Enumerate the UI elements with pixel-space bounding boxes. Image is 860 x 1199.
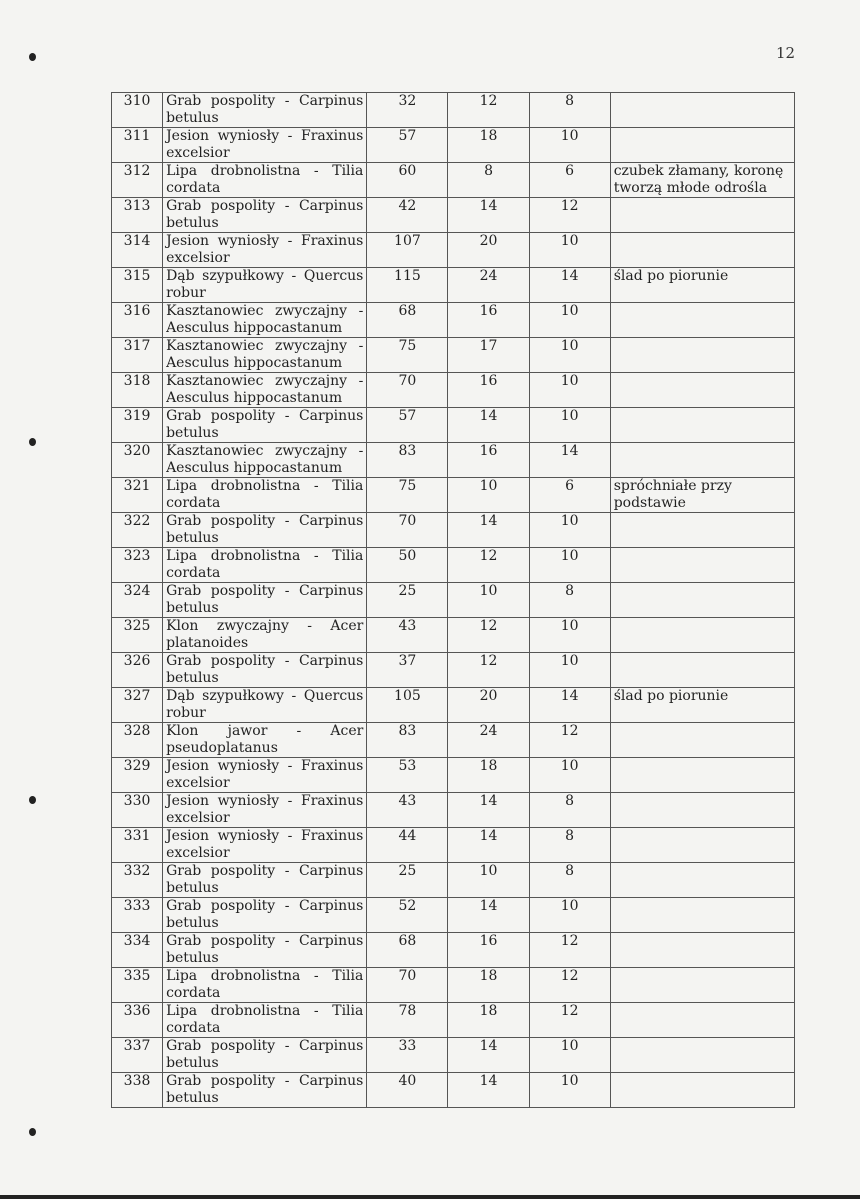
tree-number-cell: 338 xyxy=(112,1073,163,1108)
height-cell: 20 xyxy=(448,688,529,723)
tree-number-cell: 326 xyxy=(112,653,163,688)
tree-number-cell: 335 xyxy=(112,968,163,1003)
remarks-cell xyxy=(610,408,794,443)
remarks-cell xyxy=(610,233,794,268)
species-name-cell: Kasztanowiec zwyczajny - Aesculus hippocastanum xyxy=(163,443,367,478)
species-name-cell: Jesion wyniosły - Fraxinus excelsior xyxy=(163,233,367,268)
table-row xyxy=(112,163,795,198)
remarks-cell xyxy=(610,933,794,968)
tree-number-cell: 330 xyxy=(112,793,163,828)
crown-width-cell: 10 xyxy=(529,758,610,793)
trunk-circumference-cell: 53 xyxy=(367,758,448,793)
height-cell: 10 xyxy=(448,583,529,618)
crown-width-cell: 14 xyxy=(529,268,610,303)
table-body xyxy=(112,93,795,1108)
height-cell: 20 xyxy=(448,233,529,268)
crown-width-cell: 10 xyxy=(529,233,610,268)
trunk-circumference-cell: 107 xyxy=(367,233,448,268)
remarks-cell xyxy=(610,828,794,863)
tree-number-cell: 331 xyxy=(112,828,163,863)
table-row xyxy=(112,583,795,618)
table-row xyxy=(112,968,795,1003)
remarks-cell xyxy=(610,1038,794,1073)
height-cell: 14 xyxy=(448,198,529,233)
trunk-circumference-cell: 70 xyxy=(367,968,448,1003)
species-name-cell: Grab pospolity - Carpinus betulus xyxy=(163,1073,367,1108)
crown-width-cell: 8 xyxy=(529,583,610,618)
table-row xyxy=(112,758,795,793)
table-row xyxy=(112,688,795,723)
height-cell: 16 xyxy=(448,303,529,338)
trunk-circumference-cell: 68 xyxy=(367,933,448,968)
species-name-cell: Grab pospolity - Carpinus betulus xyxy=(163,863,367,898)
remarks-cell xyxy=(610,863,794,898)
table-row xyxy=(112,268,795,303)
remarks-cell xyxy=(610,1073,794,1108)
crown-width-cell: 10 xyxy=(529,303,610,338)
remarks-cell xyxy=(610,653,794,688)
tree-number-cell: 324 xyxy=(112,583,163,618)
trunk-circumference-cell: 42 xyxy=(367,198,448,233)
trunk-circumference-cell: 52 xyxy=(367,898,448,933)
remarks-cell xyxy=(610,793,794,828)
crown-width-cell: 12 xyxy=(529,968,610,1003)
tree-number-cell: 333 xyxy=(112,898,163,933)
remarks-cell xyxy=(610,128,794,163)
species-name-cell: Kasztanowiec zwyczajny - Aesculus hippocastanum xyxy=(163,373,367,408)
height-cell: 16 xyxy=(448,373,529,408)
crown-width-cell: 10 xyxy=(529,653,610,688)
height-cell: 18 xyxy=(448,968,529,1003)
trunk-circumference-cell: 115 xyxy=(367,268,448,303)
remarks-cell xyxy=(610,618,794,653)
tree-number-cell: 327 xyxy=(112,688,163,723)
remarks-cell xyxy=(610,373,794,408)
table-row xyxy=(112,513,795,548)
tree-number-cell: 322 xyxy=(112,513,163,548)
species-name-cell: Lipa drobnolistna - Tilia cordata xyxy=(163,548,367,583)
table-row xyxy=(112,898,795,933)
remarks-cell: czubek złamany, koronę tworzą młode odrośla xyxy=(610,163,794,198)
species-name-cell: Grab pospolity - Carpinus betulus xyxy=(163,583,367,618)
table-row xyxy=(112,408,795,443)
trunk-circumference-cell: 44 xyxy=(367,828,448,863)
remarks-cell xyxy=(610,443,794,478)
remarks-cell xyxy=(610,93,794,128)
tree-number-cell: 312 xyxy=(112,163,163,198)
height-cell: 14 xyxy=(448,793,529,828)
table-row xyxy=(112,863,795,898)
tree-number-cell: 316 xyxy=(112,303,163,338)
crown-width-cell: 10 xyxy=(529,408,610,443)
tree-number-cell: 336 xyxy=(112,1003,163,1038)
species-name-cell: Grab pospolity - Carpinus betulus xyxy=(163,408,367,443)
tree-number-cell: 313 xyxy=(112,198,163,233)
height-cell: 12 xyxy=(448,618,529,653)
crown-width-cell: 6 xyxy=(529,478,610,513)
table-row xyxy=(112,828,795,863)
tree-number-cell: 319 xyxy=(112,408,163,443)
tree-number-cell: 315 xyxy=(112,268,163,303)
trunk-circumference-cell: 70 xyxy=(367,513,448,548)
trunk-circumference-cell: 33 xyxy=(367,1038,448,1073)
binder-hole-mark xyxy=(29,53,36,61)
species-name-cell: Lipa drobnolistna - Tilia cordata xyxy=(163,1003,367,1038)
trunk-circumference-cell: 43 xyxy=(367,793,448,828)
crown-width-cell: 8 xyxy=(529,793,610,828)
height-cell: 14 xyxy=(448,898,529,933)
remarks-cell xyxy=(610,583,794,618)
page-number: 12 xyxy=(776,44,796,62)
height-cell: 12 xyxy=(448,93,529,128)
table-row xyxy=(112,128,795,163)
crown-width-cell: 6 xyxy=(529,163,610,198)
trunk-circumference-cell: 60 xyxy=(367,163,448,198)
trunk-circumference-cell: 75 xyxy=(367,338,448,373)
table-row xyxy=(112,793,795,828)
remarks-cell xyxy=(610,198,794,233)
height-cell: 14 xyxy=(448,1073,529,1108)
trunk-circumference-cell: 83 xyxy=(367,723,448,758)
binder-hole-mark xyxy=(29,438,36,446)
table-row xyxy=(112,1073,795,1108)
tree-number-cell: 323 xyxy=(112,548,163,583)
remarks-cell xyxy=(610,1003,794,1038)
trunk-circumference-cell: 32 xyxy=(367,93,448,128)
remarks-cell xyxy=(610,898,794,933)
crown-width-cell: 12 xyxy=(529,198,610,233)
species-name-cell: Grab pospolity - Carpinus betulus xyxy=(163,1038,367,1073)
height-cell: 18 xyxy=(448,758,529,793)
tree-number-cell: 332 xyxy=(112,863,163,898)
species-name-cell: Grab pospolity - Carpinus betulus xyxy=(163,898,367,933)
crown-width-cell: 10 xyxy=(529,373,610,408)
crown-width-cell: 12 xyxy=(529,723,610,758)
tree-number-cell: 318 xyxy=(112,373,163,408)
height-cell: 14 xyxy=(448,1038,529,1073)
trunk-circumference-cell: 50 xyxy=(367,548,448,583)
trunk-circumference-cell: 57 xyxy=(367,128,448,163)
table-row xyxy=(112,198,795,233)
height-cell: 18 xyxy=(448,128,529,163)
trunk-circumference-cell: 68 xyxy=(367,303,448,338)
crown-width-cell: 8 xyxy=(529,828,610,863)
crown-width-cell: 12 xyxy=(529,1003,610,1038)
crown-width-cell: 10 xyxy=(529,1038,610,1073)
crown-width-cell: 10 xyxy=(529,898,610,933)
remarks-cell xyxy=(610,758,794,793)
binder-hole-mark xyxy=(29,1128,36,1136)
tree-number-cell: 321 xyxy=(112,478,163,513)
table-row xyxy=(112,373,795,408)
tree-number-cell: 329 xyxy=(112,758,163,793)
remarks-cell xyxy=(610,968,794,1003)
trunk-circumference-cell: 43 xyxy=(367,618,448,653)
crown-width-cell: 10 xyxy=(529,338,610,373)
crown-width-cell: 10 xyxy=(529,1073,610,1108)
species-name-cell: Grab pospolity - Carpinus betulus xyxy=(163,933,367,968)
height-cell: 8 xyxy=(448,163,529,198)
tree-number-cell: 325 xyxy=(112,618,163,653)
trunk-circumference-cell: 78 xyxy=(367,1003,448,1038)
table-row xyxy=(112,93,795,128)
scan-border xyxy=(0,1195,860,1199)
remarks-cell: ślad po piorunie xyxy=(610,688,794,723)
height-cell: 12 xyxy=(448,548,529,583)
crown-width-cell: 10 xyxy=(529,513,610,548)
species-name-cell: Klon jawor - Acer pseudoplatanus xyxy=(163,723,367,758)
table-row xyxy=(112,303,795,338)
tree-number-cell: 311 xyxy=(112,128,163,163)
height-cell: 14 xyxy=(448,513,529,548)
trunk-circumference-cell: 105 xyxy=(367,688,448,723)
table-row xyxy=(112,478,795,513)
trunk-circumference-cell: 70 xyxy=(367,373,448,408)
height-cell: 16 xyxy=(448,443,529,478)
table-row xyxy=(112,1038,795,1073)
crown-width-cell: 10 xyxy=(529,618,610,653)
trunk-circumference-cell: 25 xyxy=(367,863,448,898)
species-name-cell: Kasztanowiec zwyczajny - Aesculus hippocastanum xyxy=(163,338,367,373)
trunk-circumference-cell: 40 xyxy=(367,1073,448,1108)
table-row xyxy=(112,338,795,373)
height-cell: 12 xyxy=(448,653,529,688)
remarks-cell: ślad po piorunie xyxy=(610,268,794,303)
species-name-cell: Jesion wyniosły - Fraxinus excelsior xyxy=(163,828,367,863)
height-cell: 18 xyxy=(448,1003,529,1038)
height-cell: 10 xyxy=(448,863,529,898)
tree-number-cell: 314 xyxy=(112,233,163,268)
species-name-cell: Lipa drobnolistna - Tilia cordata xyxy=(163,478,367,513)
species-name-cell: Klon zwyczajny - Acer platanoides xyxy=(163,618,367,653)
crown-width-cell: 8 xyxy=(529,863,610,898)
height-cell: 16 xyxy=(448,933,529,968)
remarks-cell xyxy=(610,338,794,373)
trunk-circumference-cell: 83 xyxy=(367,443,448,478)
trunk-circumference-cell: 75 xyxy=(367,478,448,513)
height-cell: 14 xyxy=(448,408,529,443)
tree-number-cell: 317 xyxy=(112,338,163,373)
trunk-circumference-cell: 57 xyxy=(367,408,448,443)
species-name-cell: Kasztanowiec zwyczajny - Aesculus hippocastanum xyxy=(163,303,367,338)
species-name-cell: Jesion wyniosły - Fraxinus excelsior xyxy=(163,128,367,163)
height-cell: 14 xyxy=(448,828,529,863)
table-row xyxy=(112,618,795,653)
table-row xyxy=(112,653,795,688)
crown-width-cell: 8 xyxy=(529,93,610,128)
tree-number-cell: 328 xyxy=(112,723,163,758)
trunk-circumference-cell: 37 xyxy=(367,653,448,688)
height-cell: 24 xyxy=(448,723,529,758)
remarks-cell: spróchniałe przy podstawie xyxy=(610,478,794,513)
species-name-cell: Grab pospolity - Carpinus betulus xyxy=(163,653,367,688)
crown-width-cell: 10 xyxy=(529,548,610,583)
species-name-cell: Jesion wyniosły - Fraxinus excelsior xyxy=(163,793,367,828)
tree-number-cell: 334 xyxy=(112,933,163,968)
tree-number-cell: 320 xyxy=(112,443,163,478)
crown-width-cell: 14 xyxy=(529,688,610,723)
table-row xyxy=(112,443,795,478)
species-name-cell: Dąb szypułkowy - Quercus robur xyxy=(163,268,367,303)
crown-width-cell: 12 xyxy=(529,933,610,968)
remarks-cell xyxy=(610,723,794,758)
table-row xyxy=(112,723,795,758)
species-name-cell: Grab pospolity - Carpinus betulus xyxy=(163,93,367,128)
tree-inventory-table xyxy=(111,92,795,1108)
crown-width-cell: 10 xyxy=(529,128,610,163)
crown-width-cell: 14 xyxy=(529,443,610,478)
remarks-cell xyxy=(610,548,794,583)
height-cell: 24 xyxy=(448,268,529,303)
table-row xyxy=(112,933,795,968)
trunk-circumference-cell: 25 xyxy=(367,583,448,618)
height-cell: 17 xyxy=(448,338,529,373)
remarks-cell xyxy=(610,513,794,548)
species-name-cell: Jesion wyniosły - Fraxinus excelsior xyxy=(163,758,367,793)
species-name-cell: Grab pospolity - Carpinus betulus xyxy=(163,513,367,548)
binder-hole-mark xyxy=(29,796,36,804)
species-name-cell: Lipa drobnolistna - Tilia cordata xyxy=(163,968,367,1003)
species-name-cell: Lipa drobnolistna - Tilia cordata xyxy=(163,163,367,198)
species-name-cell: Dąb szypułkowy - Quercus robur xyxy=(163,688,367,723)
tree-number-cell: 337 xyxy=(112,1038,163,1073)
remarks-cell xyxy=(610,303,794,338)
table-row xyxy=(112,1003,795,1038)
species-name-cell: Grab pospolity - Carpinus betulus xyxy=(163,198,367,233)
table-row xyxy=(112,548,795,583)
height-cell: 10 xyxy=(448,478,529,513)
tree-number-cell: 310 xyxy=(112,93,163,128)
table-row xyxy=(112,233,795,268)
